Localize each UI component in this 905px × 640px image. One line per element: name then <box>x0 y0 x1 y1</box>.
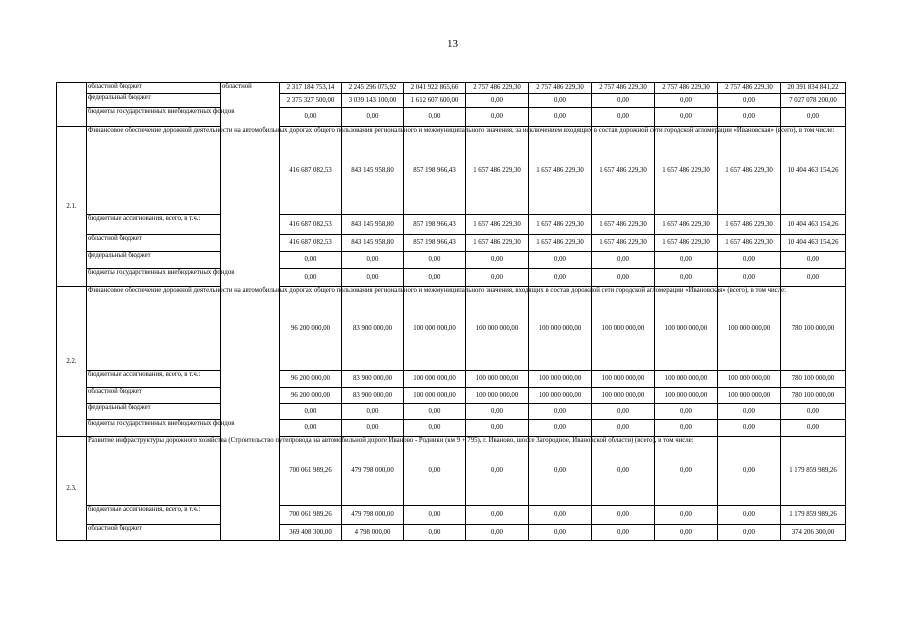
value-cell: 843 145 958,80 <box>342 235 404 252</box>
value-cell: 100 000 000,00 <box>404 287 466 371</box>
value-cell: 10 404 463 154,26 <box>781 127 846 215</box>
value-cell: 857 198 966,43 <box>404 235 466 252</box>
row-code: 2.2. <box>57 287 87 437</box>
value-cell: 2 757 486 229,30 <box>466 83 529 94</box>
row-name: бюджетные ассигнования, всего, в т.ч.: <box>87 506 221 525</box>
value-cell: 0,00 <box>466 108 529 127</box>
value-cell: 100 000 000,00 <box>592 371 655 388</box>
table-row <box>57 404 846 420</box>
value-cell: 100 000 000,00 <box>718 371 781 388</box>
value-cell: 2 375 327 500,00 <box>280 94 342 108</box>
value-cell: 100 000 000,00 <box>404 388 466 404</box>
value-cell: 0,00 <box>529 94 592 108</box>
value-cell: 100 000 000,00 <box>466 287 529 371</box>
table-row <box>57 371 846 388</box>
value-cell: 0,00 <box>404 525 466 541</box>
value-cell: 1 657 486 229,30 <box>718 235 781 252</box>
value-cell: 0,00 <box>781 269 846 287</box>
value-cell: 10 404 463 154,26 <box>781 235 846 252</box>
value-cell: 0,00 <box>342 404 404 420</box>
value-cell: 0,00 <box>592 269 655 287</box>
table-row <box>57 420 846 437</box>
row-name: федеральный бюджет <box>87 94 221 108</box>
value-cell: 2 317 184 753,14 <box>280 83 342 94</box>
value-cell: 0,00 <box>592 525 655 541</box>
value-cell: 0,00 <box>342 252 404 269</box>
value-cell: 0,00 <box>592 437 655 506</box>
value-cell: 0,00 <box>280 252 342 269</box>
table-row <box>57 525 846 541</box>
value-cell: 3 039 143 100,00 <box>342 94 404 108</box>
value-cell: 0,00 <box>655 404 718 420</box>
value-cell: 843 145 958,80 <box>342 127 404 215</box>
value-cell: 0,00 <box>404 108 466 127</box>
value-cell: 0,00 <box>655 269 718 287</box>
value-cell: 0,00 <box>466 420 529 437</box>
table-row <box>57 94 846 108</box>
value-cell: 83 900 000,00 <box>342 388 404 404</box>
value-cell: 100 000 000,00 <box>718 388 781 404</box>
value-cell: 2 245 296 075,92 <box>342 83 404 94</box>
value-cell: 416 687 082,53 <box>280 235 342 252</box>
value-cell: 0,00 <box>280 269 342 287</box>
value-cell: 0,00 <box>529 506 592 525</box>
value-cell: 0,00 <box>592 404 655 420</box>
value-cell: 0,00 <box>592 252 655 269</box>
value-cell: 100 000 000,00 <box>404 371 466 388</box>
budget-table <box>56 82 846 541</box>
value-cell: 0,00 <box>655 506 718 525</box>
value-cell: 0,00 <box>718 269 781 287</box>
value-cell: 1 657 486 229,30 <box>466 215 529 235</box>
row-name: областной бюджет <box>87 235 221 252</box>
value-cell: 100 000 000,00 <box>655 287 718 371</box>
value-cell: 2 757 486 229,30 <box>592 83 655 94</box>
value-cell: 0,00 <box>655 437 718 506</box>
row-name: Финансовое обеспечение дорожной деятельности на автомобильных дорогах общего пользования регионального и межмуниципального значения, входящих в состав дорожной сети городской агломерации «Ивановская» (всего), в том числе: <box>87 287 221 371</box>
value-cell: 0,00 <box>404 437 466 506</box>
value-cell: 700 061 989,26 <box>280 506 342 525</box>
value-cell: 0,00 <box>466 437 529 506</box>
value-cell: 0,00 <box>529 437 592 506</box>
value-cell: 0,00 <box>342 108 404 127</box>
value-cell: 0,00 <box>280 420 342 437</box>
value-cell: 2 757 486 229,30 <box>655 83 718 94</box>
value-cell: 7 027 078 200,00 <box>781 94 846 108</box>
value-cell: 0,00 <box>718 525 781 541</box>
value-cell: 416 687 082,53 <box>280 215 342 235</box>
value-cell: 20 391 834 841,22 <box>781 83 846 94</box>
value-cell: 0,00 <box>529 420 592 437</box>
value-cell: 1 657 486 229,30 <box>592 215 655 235</box>
value-cell: 0,00 <box>781 108 846 127</box>
value-cell: 0,00 <box>655 525 718 541</box>
value-cell: 0,00 <box>655 252 718 269</box>
table-row <box>57 252 846 269</box>
value-cell: 0,00 <box>718 437 781 506</box>
value-cell: 416 687 082,53 <box>280 127 342 215</box>
table-row <box>57 215 846 235</box>
value-cell: 0,00 <box>655 94 718 108</box>
value-cell: 1 657 486 229,30 <box>592 235 655 252</box>
row-name: областной бюджет <box>87 388 221 404</box>
value-cell: 0,00 <box>404 404 466 420</box>
value-cell: 843 145 958,80 <box>342 215 404 235</box>
value-cell: 0,00 <box>404 420 466 437</box>
value-cell: 780 100 000,00 <box>781 388 846 404</box>
value-cell: 0,00 <box>529 525 592 541</box>
table-row <box>57 235 846 252</box>
value-cell: 4 798 000,00 <box>342 525 404 541</box>
value-cell: 374 206 300,00 <box>781 525 846 541</box>
value-cell: 1 657 486 229,30 <box>655 127 718 215</box>
row-code: 2.1. <box>57 127 87 287</box>
table-row <box>57 127 846 215</box>
value-cell: 857 198 966,43 <box>404 215 466 235</box>
value-cell: 0,00 <box>718 506 781 525</box>
value-cell: 479 798 000,00 <box>342 437 404 506</box>
value-cell: 1 657 486 229,30 <box>655 215 718 235</box>
value-cell: 0,00 <box>280 108 342 127</box>
table-row <box>57 287 846 371</box>
value-cell: 0,00 <box>718 252 781 269</box>
value-cell: 0,00 <box>529 404 592 420</box>
value-cell: 0,00 <box>466 404 529 420</box>
value-cell: 1 657 486 229,30 <box>592 127 655 215</box>
table-row <box>57 108 846 127</box>
row-name: областной бюджет <box>87 525 221 541</box>
row-name: бюджетные ассигнования, всего, в т.ч.: <box>87 215 221 235</box>
value-cell: 1 657 486 229,30 <box>655 235 718 252</box>
value-cell: 100 000 000,00 <box>529 287 592 371</box>
value-cell: 0,00 <box>404 252 466 269</box>
value-cell: 0,00 <box>718 94 781 108</box>
row-name: бюджеты государственных внебюджетных фондов <box>87 420 221 437</box>
value-cell: 0,00 <box>781 404 846 420</box>
value-cell: 100 000 000,00 <box>592 388 655 404</box>
value-cell: 1 657 486 229,30 <box>529 127 592 215</box>
value-cell: 0,00 <box>655 108 718 127</box>
value-cell: 0,00 <box>655 420 718 437</box>
value-cell: 0,00 <box>592 108 655 127</box>
row-code <box>57 83 87 127</box>
value-cell: 100 000 000,00 <box>592 287 655 371</box>
value-cell: 83 900 000,00 <box>342 371 404 388</box>
value-cell: 0,00 <box>466 269 529 287</box>
row-name: федеральный бюджет <box>87 404 221 420</box>
value-cell: 100 000 000,00 <box>466 388 529 404</box>
value-cell: 0,00 <box>529 252 592 269</box>
value-cell: 2 041 922 865,66 <box>404 83 466 94</box>
value-cell: 83 900 000,00 <box>342 287 404 371</box>
value-cell: 100 000 000,00 <box>466 371 529 388</box>
value-cell: 369 408 300,00 <box>280 525 342 541</box>
value-cell: 0,00 <box>466 252 529 269</box>
table-row <box>57 437 846 506</box>
table-row <box>57 506 846 525</box>
value-cell: 780 100 000,00 <box>781 371 846 388</box>
value-cell: 0,00 <box>718 108 781 127</box>
table-row <box>57 269 846 287</box>
value-cell: 0,00 <box>466 525 529 541</box>
value-cell: 2 757 486 229,30 <box>529 83 592 94</box>
value-cell: 100 000 000,00 <box>655 371 718 388</box>
page-number: 13 <box>447 38 458 50</box>
value-cell: 0,00 <box>466 94 529 108</box>
row-name: бюджеты государственных внебюджетных фондов <box>87 269 221 287</box>
value-cell: 0,00 <box>718 420 781 437</box>
value-cell: 100 000 000,00 <box>529 371 592 388</box>
table-row <box>57 388 846 404</box>
value-cell: 10 404 463 154,26 <box>781 215 846 235</box>
row-name: бюджетные ассигнования, всего, в т.ч.: <box>87 371 221 388</box>
value-cell: 2 757 486 229,30 <box>718 83 781 94</box>
value-cell: 0,00 <box>718 404 781 420</box>
value-cell: 0,00 <box>342 420 404 437</box>
value-cell: 0,00 <box>781 252 846 269</box>
row-name: федеральный бюджет <box>87 252 221 269</box>
value-cell: 0,00 <box>592 506 655 525</box>
value-cell: 1 657 486 229,30 <box>529 215 592 235</box>
value-cell: 0,00 <box>280 404 342 420</box>
value-cell: 0,00 <box>342 269 404 287</box>
value-cell: 0,00 <box>592 420 655 437</box>
row-name: бюджеты государственных внебюджетных фондов <box>87 108 221 127</box>
value-cell: 1 657 486 229,30 <box>466 127 529 215</box>
value-cell: 0,00 <box>592 94 655 108</box>
value-cell: 96 200 000,00 <box>280 388 342 404</box>
value-cell: 100 000 000,00 <box>718 287 781 371</box>
value-cell: 100 000 000,00 <box>655 388 718 404</box>
value-cell: 0,00 <box>404 269 466 287</box>
table-row <box>57 83 846 94</box>
value-cell: 0,00 <box>529 269 592 287</box>
value-cell: 1 657 486 229,30 <box>718 215 781 235</box>
value-cell: 1 612 607 600,00 <box>404 94 466 108</box>
row-name: Финансовое обеспечение дорожной деятельности на автомобильных дорогах общего пользования регионального и межмуниципального значения, за исключением входящих в состав дорожной сети городской агломерации «Ивановская» (всего), в том числе: <box>87 127 221 215</box>
value-cell: 0,00 <box>781 420 846 437</box>
row-name: Развитие инфраструктуры дорожного хозяйства (Строительство путепровода на автомобильной дороге Иваново - Родники (км 9 + 795), г. Иваново, шоссе Загородное, Ивановской области) (всего), в том числе: <box>87 437 221 506</box>
value-cell: 0,00 <box>529 108 592 127</box>
value-cell: 1 179 859 989,26 <box>781 506 846 525</box>
executor-cell: областной <box>221 83 280 541</box>
row-code: 2.3. <box>57 437 87 541</box>
value-cell: 1 179 859 989,26 <box>781 437 846 506</box>
value-cell: 0,00 <box>466 506 529 525</box>
value-cell: 1 657 486 229,30 <box>718 127 781 215</box>
value-cell: 0,00 <box>404 506 466 525</box>
value-cell: 100 000 000,00 <box>529 388 592 404</box>
value-cell: 1 657 486 229,30 <box>529 235 592 252</box>
value-cell: 96 200 000,00 <box>280 287 342 371</box>
value-cell: 780 100 000,00 <box>781 287 846 371</box>
budget-table-body <box>57 83 846 541</box>
value-cell: 479 798 000,00 <box>342 506 404 525</box>
value-cell: 96 200 000,00 <box>280 371 342 388</box>
value-cell: 1 657 486 229,30 <box>466 235 529 252</box>
value-cell: 857 198 966,43 <box>404 127 466 215</box>
row-name: областной бюджет <box>87 83 221 94</box>
value-cell: 700 061 989,26 <box>280 437 342 506</box>
